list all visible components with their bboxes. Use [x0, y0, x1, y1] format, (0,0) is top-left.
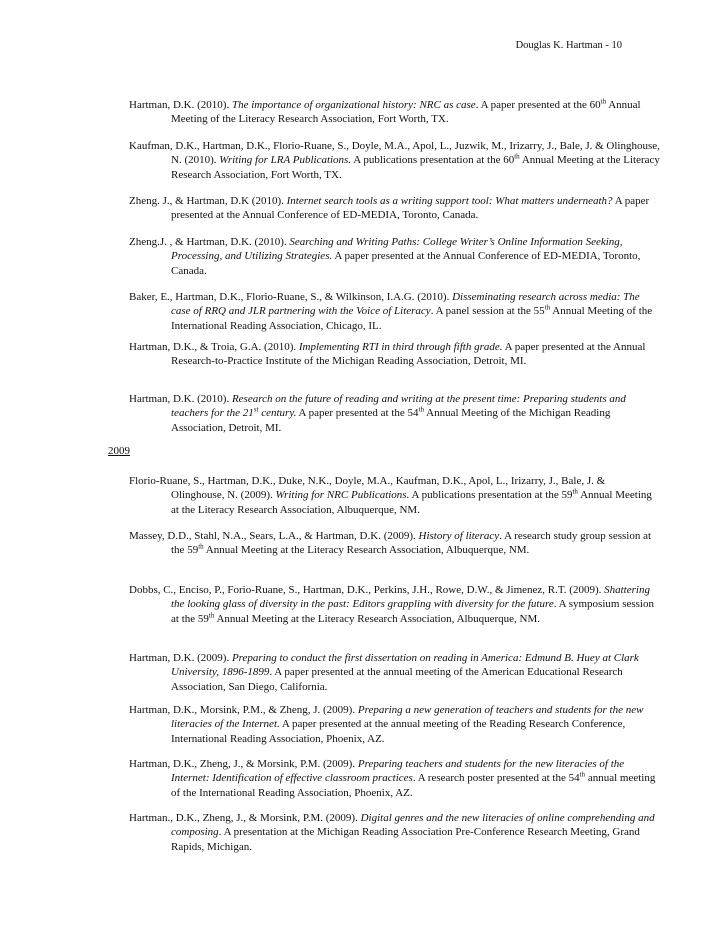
reference-entry: Zheng. J., & Hartman, D.K (2010). Internet search tools as a writing support tool: What matters underneath? A paper presented at the Annual Conference of ED-MEDIA, Toronto, Canada. — [129, 195, 650, 222]
reference-entry: Hartman, D.K., Zheng, J., & Morsink, P.M. (2009). Preparing teachers and students for the new literacies of the Internet: Identification of effective classroom practices. A research poster presented at the 54th annual meeting of the International Reading Association, Phoenix, AZ. — [129, 758, 656, 799]
reference-entry: Dobbs, C., Enciso, P., Forio-Ruane, S., Hartman, D.K., Perkins, J.H., Rowe, D.W., & Jimenez, R.T. (2009). Shattering the looking glass of diversity in the past: Editors grappling with diversity for the future. A symposium session at the 59th Annual Meeting at the Literacy Research Association, Albuquerque, NM. — [129, 584, 654, 625]
reference-entry: Baker, E., Hartman, D.K., Florio-Ruane, S., & Wilkinson, I.A.G. (2010). Disseminating research across media: The case of RRQ and JLR partnering with the Voice of Literacy. A panel session at the 55th Annual Meeting of the International Reading Association, Chicago, IL. — [129, 291, 653, 332]
reference-entry: Hartman, D.K., & Troia, G.A. (2010). Implementing RTI in third through fifth grade. A paper presented at the Annual Research-to-Practice Institute of the Michigan Reading Association, Detroit, MI. — [129, 341, 646, 368]
reference-entry: Hartman, D.K. (2009). Preparing to conduct the first dissertation on reading in America: Edmund B. Huey at Clark University, 1896-1899. A paper presented at the annual meeting of the American Educational Research Association, San Diego, California. — [129, 652, 639, 693]
reference-entry: Massey, D.D., Stahl, N.A., Sears, L.A., & Hartman, D.K. (2009). History of literacy. A research study group session at the 59th Annual Meeting at the Literacy Research Association, Albuquerque, NM. — [129, 530, 652, 557]
reference-entry: Kaufman, D.K., Hartman, D.K., Florio-Ruane, S., Doyle, M.A., Apol, L., Juzwik, M., Irizarry, J., Bale, J. & Olinghouse, N. (2010). Writing for LRA Publications. A publications presentation at the 60th Annual Meeting at the Literacy Research Association, Fort Worth, TX. — [129, 140, 660, 181]
year-heading: 2009 — [108, 445, 130, 457]
reference-entry: Hartman, D.K. (2010). Research on the future of reading and writing at the present time: Preparing students and teachers for the 21st century. A paper presented at the 54th Annual Meeting of the Michigan Reading Association, Detroit, MI. — [129, 393, 626, 434]
reference-entry: Zheng.J. , & Hartman, D.K. (2010). Searching and Writing Paths: College Writer’s Online Information Seeking, Processing, and Utilizing Strategies. A paper presented at the Annual Conference of ED-MEDIA, Toronto, Canada. — [129, 236, 641, 277]
reference-entry: Hartman, D.K. (2010). The importance of organizational history: NRC as case. A paper presented at the 60th Annual Meeting of the Literacy Research Association, Fort Worth, TX. — [129, 97, 641, 126]
page-header: Douglas K. Hartman - 10 — [515, 40, 622, 51]
reference-entry: Hartman., D.K., Zheng, J., & Morsink, P.M. (2009). Digital genres and the new literacies of online comprehending and composing. A presentation at the Michigan Reading Association Pre-Conference Research Meeting, Grand Rapids, Michigan. — [129, 812, 655, 853]
reference-entry: Hartman, D.K., Morsink, P.M., & Zheng, J. (2009). Preparing a new generation of teachers and students for the new literacies of the Internet. A paper presented at the annual meeting of the Reading Research Conference, International Reading Association, Phoenix, AZ. — [129, 704, 644, 745]
reference-entry: Florio-Ruane, S., Hartman, D.K., Duke, N.K., Doyle, M.A., Kaufman, D.K., Apol, L., Irizarry, J., Bale, J. & Olinghouse, N. (2009). Writing for NRC Publications. A publications presentation at the 59th Annual Meeting at the Literacy Research Association, Albuquerque, NM. — [129, 475, 652, 516]
